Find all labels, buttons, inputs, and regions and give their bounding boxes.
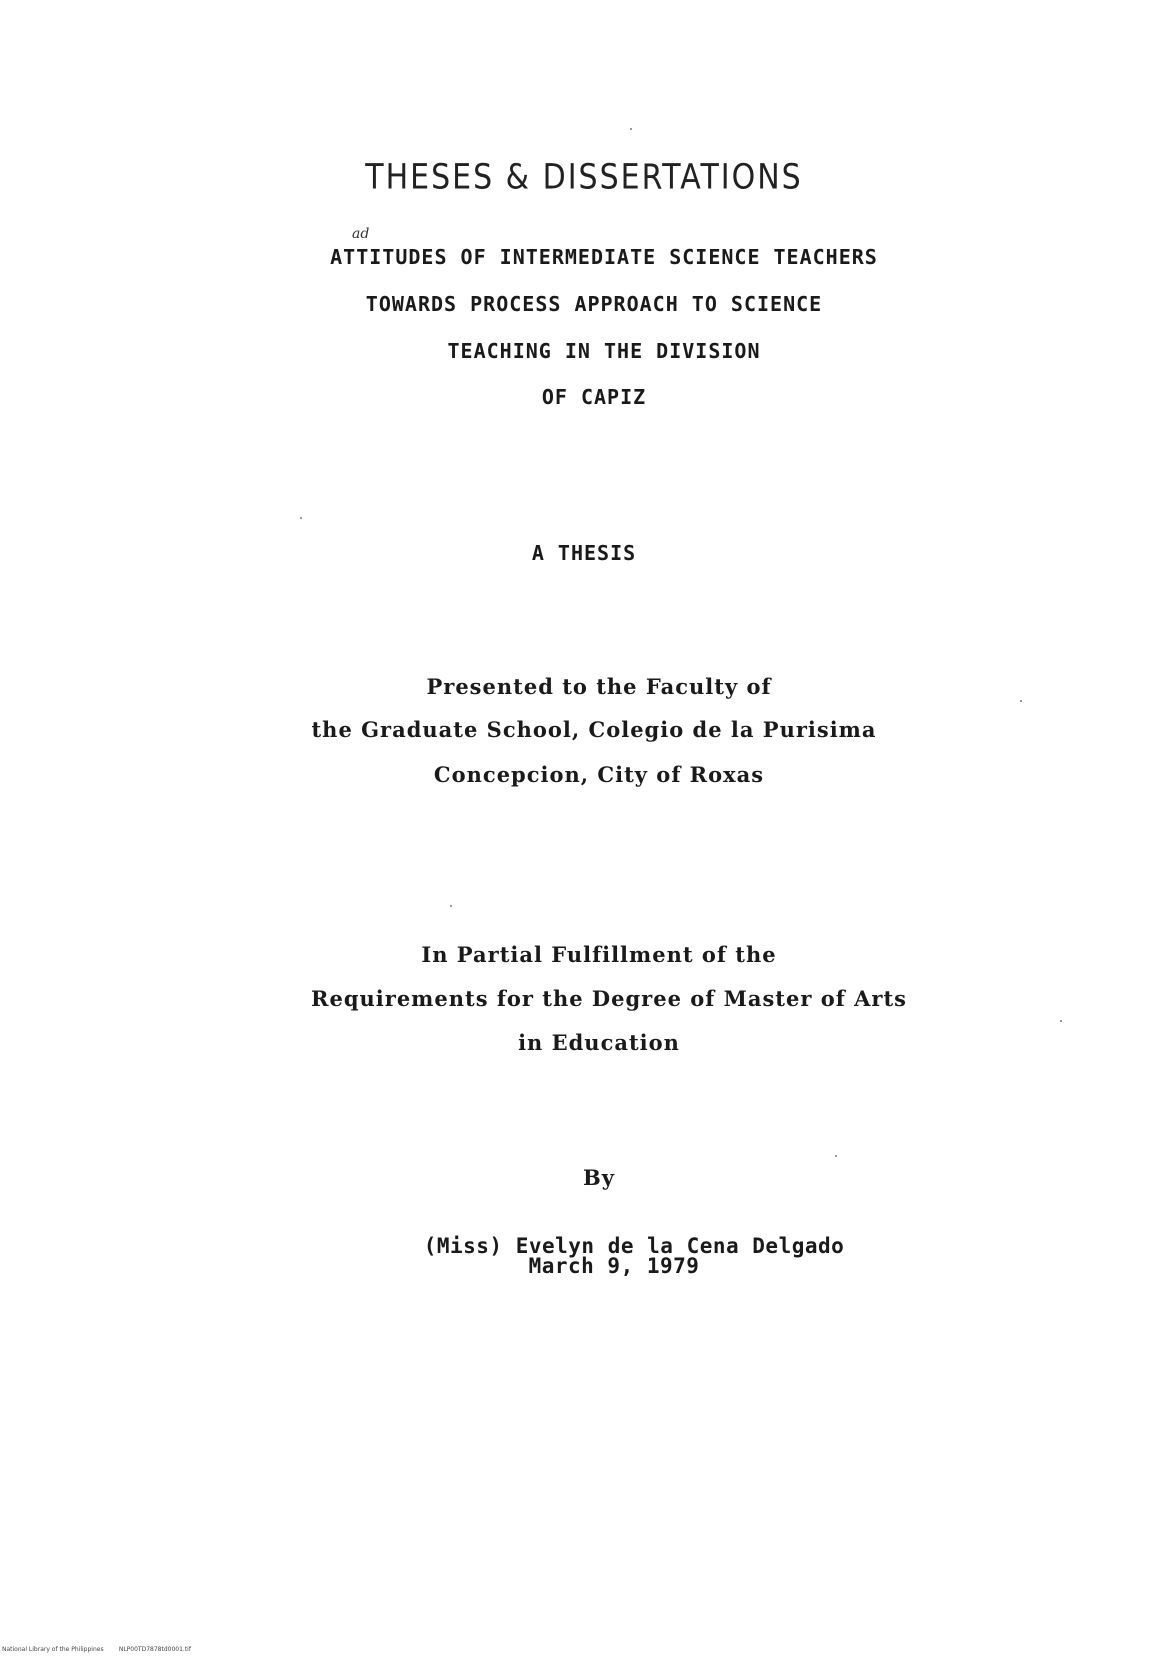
submission-date: March 9, 1979 <box>528 1254 700 1278</box>
thesis-label: A THESIS <box>531 541 637 565</box>
scan-speck <box>450 905 452 907</box>
scan-speck <box>300 517 302 519</box>
title-line-4: OF CAPIZ <box>541 385 647 409</box>
fulfillment-line-1: In Partial Fulfillment of the <box>421 942 777 967</box>
footer-file: NLP00TD7878td0001.tif <box>118 1646 191 1653</box>
scan-speck <box>1020 700 1022 702</box>
title-line-2: TOWARDS PROCESS APPROACH TO SCIENCE <box>365 292 823 316</box>
scan-speck <box>630 128 632 130</box>
title-line-1: ATTITUDES OF INTERMEDIATE SCIENCE TEACHERS <box>330 245 878 269</box>
presented-line-1: Presented to the Faculty of <box>426 674 772 699</box>
title-line-3: TEACHING IN THE DIVISION <box>447 339 761 363</box>
fulfillment-line-3: in Education <box>518 1030 680 1055</box>
scan-speck <box>835 1155 837 1157</box>
scan-footer <box>2 1646 191 1653</box>
footer-library: National Library of the Philippines <box>2 1646 104 1653</box>
handwritten-annotation: ad <box>352 226 370 242</box>
scan-speck <box>1060 1020 1062 1022</box>
by-label: By <box>583 1165 615 1190</box>
presented-line-3: Concepcion, City of Roxas <box>433 762 765 787</box>
author-name: (Miss) Evelyn de la Cena Delgado <box>423 1234 845 1258</box>
presented-line-2: the Graduate School, Colegio de la Purisima <box>311 717 877 742</box>
fulfillment-line-2: Requirements for the Degree of Master of Arts <box>311 986 907 1011</box>
theses-stamp: THESES & DISSERTATIONS <box>365 157 803 198</box>
